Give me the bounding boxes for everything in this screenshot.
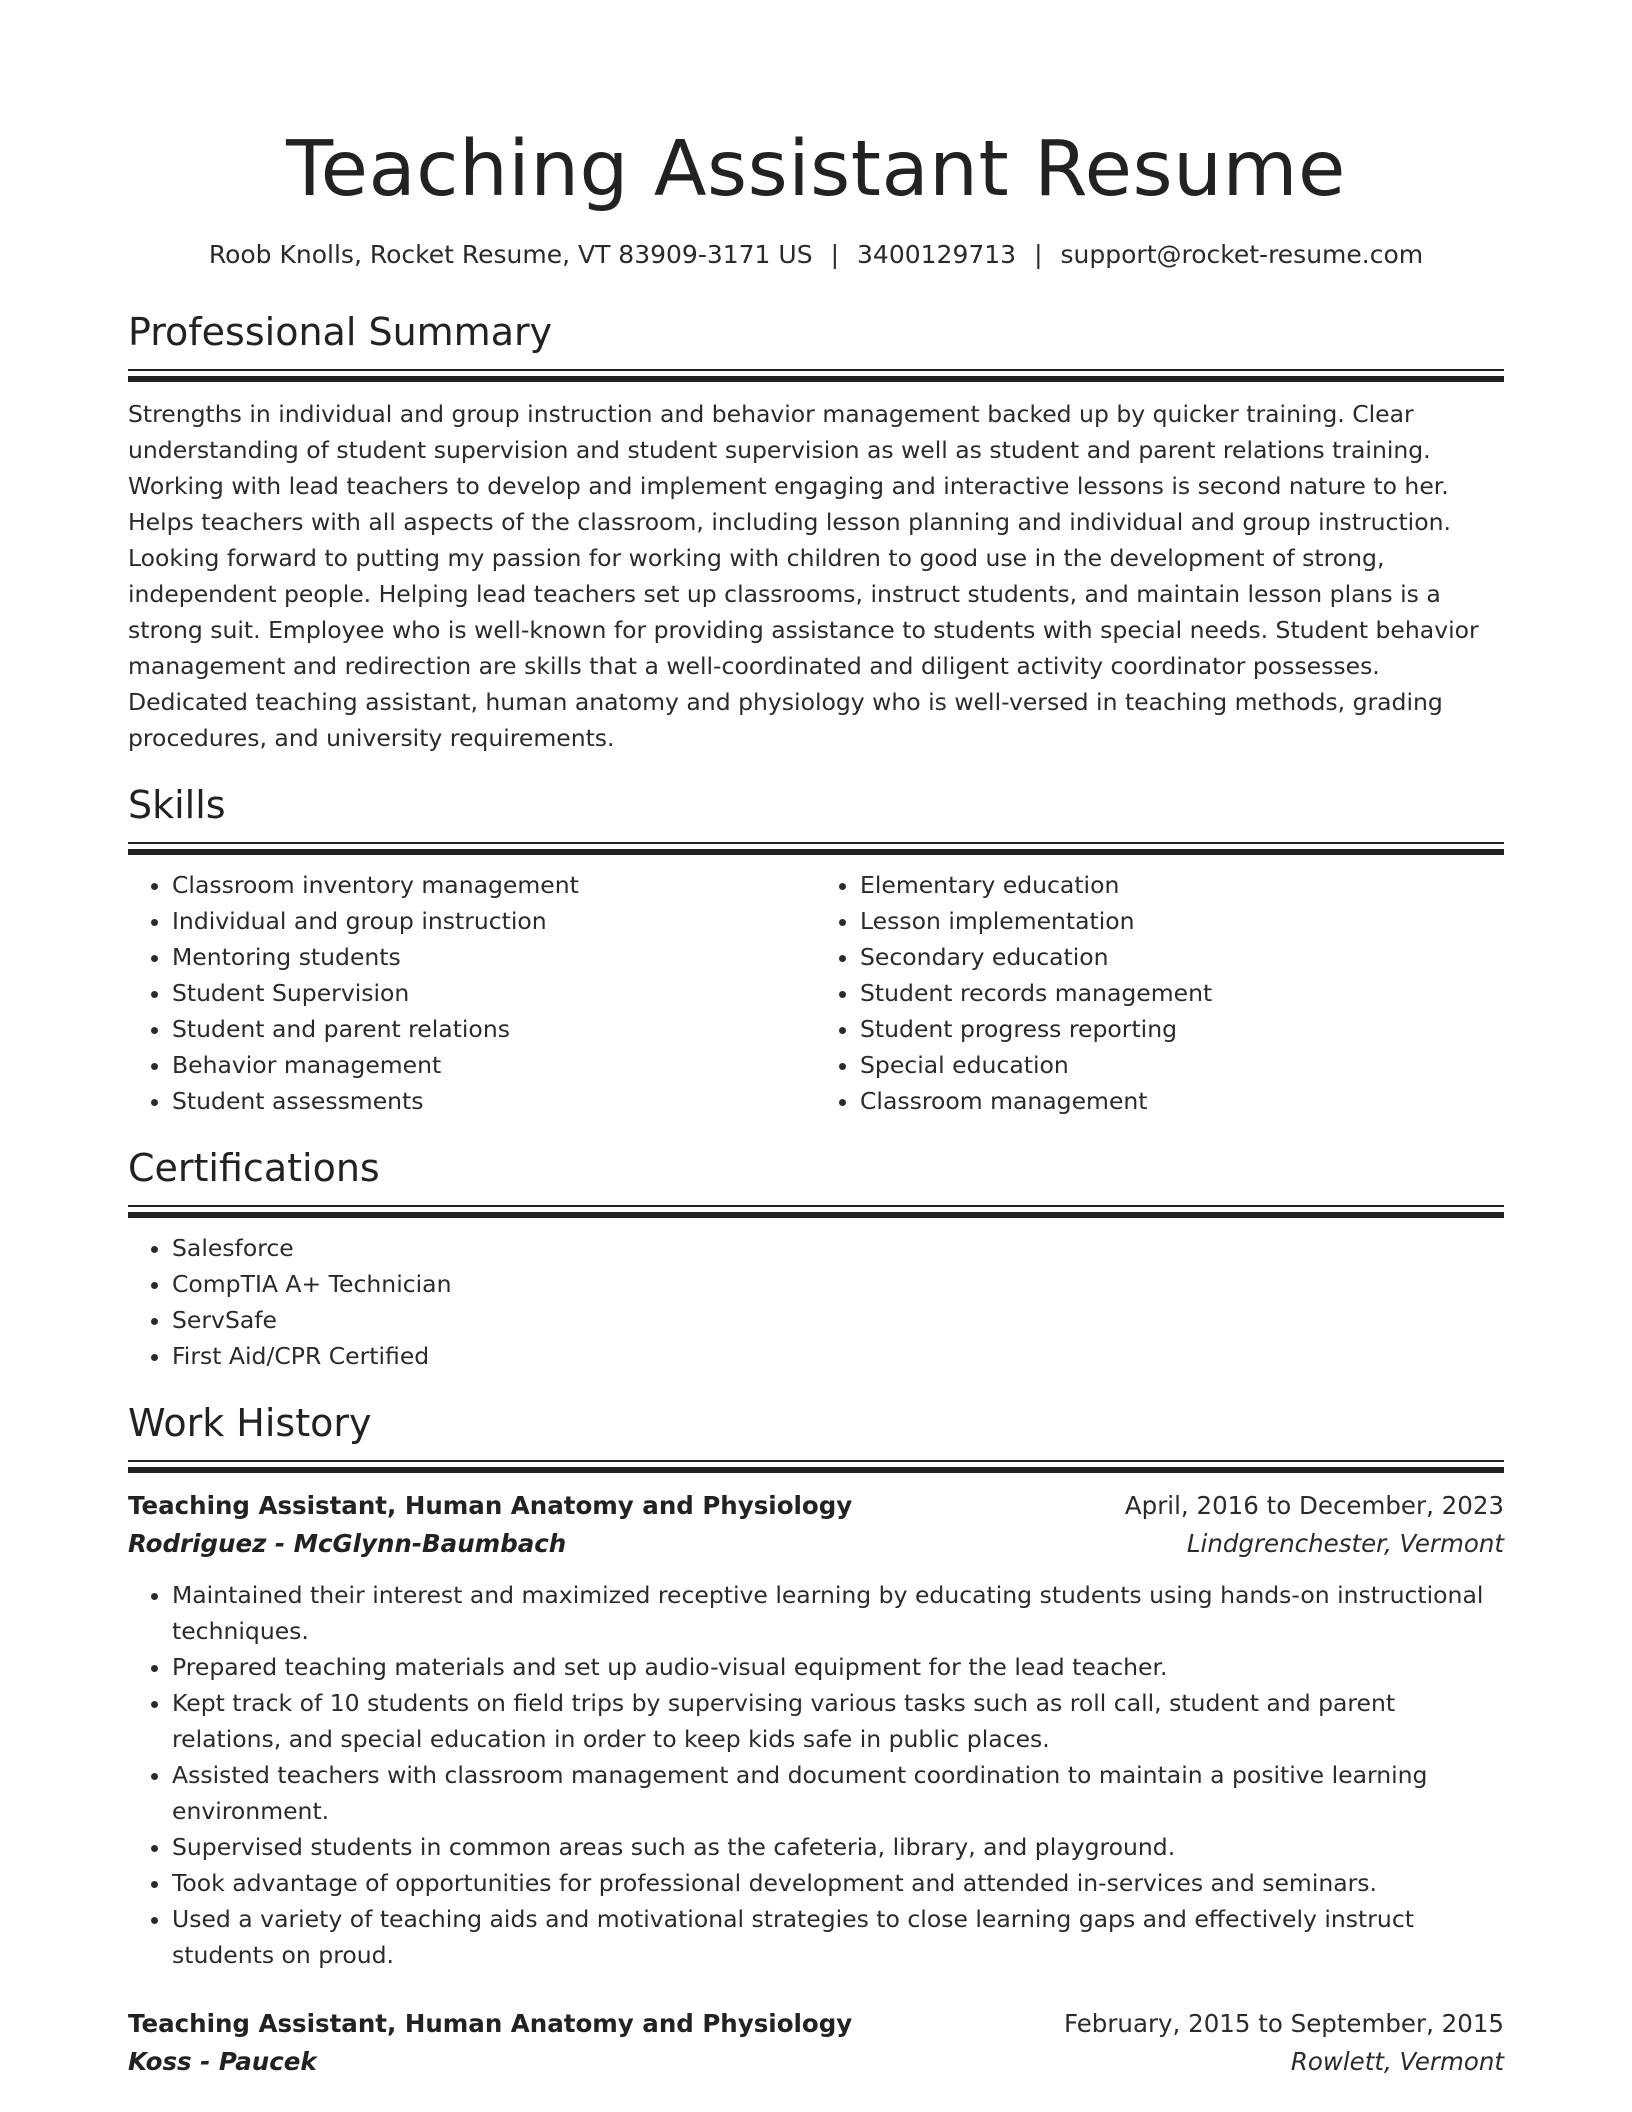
skill-item: • Individual and group instruction (172, 903, 816, 939)
section-title-work-history: Work History (128, 1401, 372, 1445)
page-title: Teaching Assistant Resume (286, 125, 1346, 214)
section-title-summary: Professional Summary (128, 310, 553, 354)
section-divider (128, 1460, 1504, 1462)
section-divider-thick (128, 376, 1504, 382)
certification-item: • ServSafe (172, 1302, 1504, 1338)
work-history-section (128, 1398, 1504, 2081)
skill-item: • Student Supervision (172, 975, 816, 1011)
job-title: Teaching Assistant, Human Anatomy and Physiology (128, 1491, 853, 1520)
contact-separator: | (1034, 240, 1043, 269)
job-header (128, 2005, 1504, 2043)
section-divider (128, 369, 1504, 371)
job-subheader (128, 1525, 1504, 1563)
skill-item: • Classroom inventory management (172, 867, 816, 903)
section-divider-thick (128, 849, 1504, 855)
job-entry (128, 1487, 1504, 1973)
job-dates: February, 2015 to September, 2015 (1063, 2009, 1504, 2038)
skills-list-left (128, 867, 816, 1119)
job-location: Rowlett, Vermont (1290, 2047, 1504, 2076)
skill-item: • Elementary education (860, 867, 1504, 903)
section-title-certifications: Certifications (128, 1146, 380, 1190)
job-bullets (128, 1577, 1504, 1973)
skills-section (128, 780, 1504, 1119)
skill-item: • Special education (860, 1047, 1504, 1083)
contact-phone: 3400129713 (857, 240, 1017, 269)
certification-item: • First Aid/CPR Certified (172, 1338, 1504, 1374)
contact-separator: | (830, 240, 840, 269)
job-bullet: • Kept track of 10 students on field trips by supervising various tasks such as roll call, student and parent relations, and special education in order to keep kids safe in public places. (172, 1685, 1504, 1757)
job-bullet: • Prepared teaching materials and set up audio-visual equipment for the lead teacher. (172, 1649, 1504, 1685)
certifications-list (128, 1230, 1504, 1374)
skill-item: • Student assessments (172, 1083, 816, 1119)
skills-grid (128, 867, 1504, 1119)
job-bullet: • Maintained their interest and maximized receptive learning by educating students using hands-on instructional techniques. (172, 1577, 1504, 1649)
job-bullet: • Assisted teachers with classroom management and document coordination to maintain a positive learning environment. (172, 1757, 1504, 1829)
job-location: Lindgrenchester, Vermont (1186, 1529, 1504, 1558)
job-company: Rodriguez - McGlynn-Baumbach (128, 1529, 567, 1558)
job-bullet: • Took advantage of opportunities for professional development and attended in-services and seminars. (172, 1865, 1504, 1901)
skill-item: • Student and parent relations (172, 1011, 816, 1047)
job-bullet: • Used a variety of teaching aids and motivational strategies to close learning gaps and effectively instruct students on proud. (172, 1901, 1504, 1973)
contact-email: support@rocket-resume.com (1060, 240, 1424, 269)
job-company: Koss - Paucek (128, 2047, 317, 2076)
summary-text: Strengths in individual and group instruction and behavior management backed up by quicker training. Clear understanding of student supervision and student supervision as well as student and parent relations training. Working with lead teachers to develop and implement engaging and interactive lessons is second nature to her. Helps teachers with all aspects of the classroom, including lesson planning and individual and group instruction. Looking forward to putting my passion for working with children to good use in the development of strong, independent people. Helping lead teachers set up classrooms, instruct students, and maintain lesson plans is a strong suit. Employee who is well-known for providing assistance to students with special needs. Student behavior management and redirection are skills that a well-coordinated and diligent activity coordinator possesses. Dedicated teaching assistant, human anatomy and physiology who is well-versed in teaching methods, grading procedures, and university requirements. (128, 400, 1479, 752)
contact-line (128, 238, 1504, 272)
section-divider (128, 842, 1504, 844)
skill-item: • Lesson implementation (860, 903, 1504, 939)
skill-item: • Classroom management (860, 1083, 1504, 1119)
contact-address: Roob Knolls, Rocket Resume, VT 83909-3171 US (208, 240, 813, 269)
skill-item: • Student records management (860, 975, 1504, 1011)
job-bullet: • Supervised students in common areas such as the cafeteria, library, and playground. (172, 1829, 1504, 1865)
skills-list-right (816, 867, 1504, 1119)
section-divider (128, 1205, 1504, 1207)
skill-item: • Student progress reporting (860, 1011, 1504, 1047)
job-title: Teaching Assistant, Human Anatomy and Physiology (128, 2009, 853, 2038)
certification-item: • CompTIA A+ Technician (172, 1266, 1504, 1302)
section-divider-thick (128, 1212, 1504, 1218)
job-subheader (128, 2043, 1504, 2081)
skill-item: • Behavior management (172, 1047, 816, 1083)
section-title-skills: Skills (128, 783, 226, 827)
skill-item: • Mentoring students (172, 939, 816, 975)
job-dates: April, 2016 to December, 2023 (1124, 1491, 1504, 1520)
job-entry (128, 2005, 1504, 2081)
certification-item: • Salesforce (172, 1230, 1504, 1266)
section-divider-thick (128, 1467, 1504, 1473)
job-header (128, 1487, 1504, 1525)
skill-item: • Secondary education (860, 939, 1504, 975)
certifications-section (128, 1143, 1504, 1374)
summary-section (128, 307, 1504, 756)
